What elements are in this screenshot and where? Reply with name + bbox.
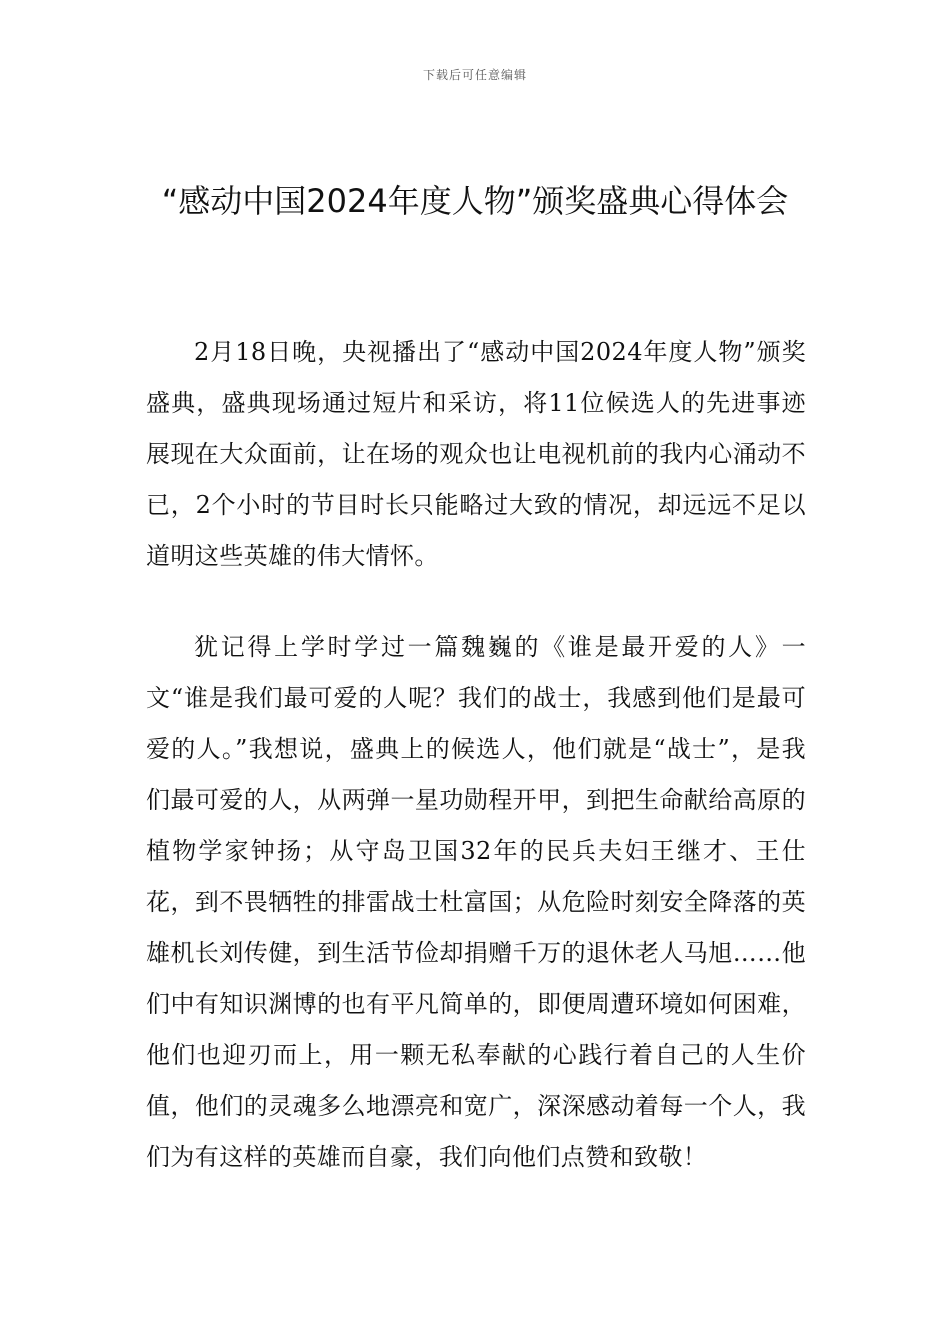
body-paragraph-2: 犹记得上学时学过一篇魏巍的《谁是最开爱的人》一文“谁是我们最可爱的人呢？我们的战士，我感到他们是最可爱的人。”我想说，盛典上的候选人，他们就是“战士”，是我们最可爱的人，从两弹一星功勋程开甲，到把生命献给高原的植物学家钟扬；从守岛卫国32年的民兵夫妇王继才、王仕花，到不畏牺牲的排雷战士杜富国；从危险时刻安全降落的英雄机长刘传健，到生活节俭却捐赠千万的退休老人马旭……他们中有知识渊博的也有平凡简单的，即便周遭环境如何困难，他们也迎刃而上，用一颗无私奉献的心践行着自己的人生价值，他们的灵魂多么地漂亮和宽广，深深感动着每一个人，我们为有这样的英雄而自豪，我们向他们点赞和致敬！: [146, 633, 806, 1171]
document-title: “感动中国2024年度人物”颁奖盛典心得体会: [161, 182, 789, 220]
body-paragraph-1: 2月18日晚，央视播出了“感动中国2024年度人物”颁奖盛典，盛典现场通过短片和采访，将11位候选人的先进事迹展现在大众面前，让在场的观众也让电视机前的我内心涌动不已，2个小时的节目时长只能略过大致的情况，却远远不足以道明这些英雄的伟大情怀。: [146, 338, 806, 570]
page-header-note: 下载后可任意编辑: [422, 68, 527, 82]
